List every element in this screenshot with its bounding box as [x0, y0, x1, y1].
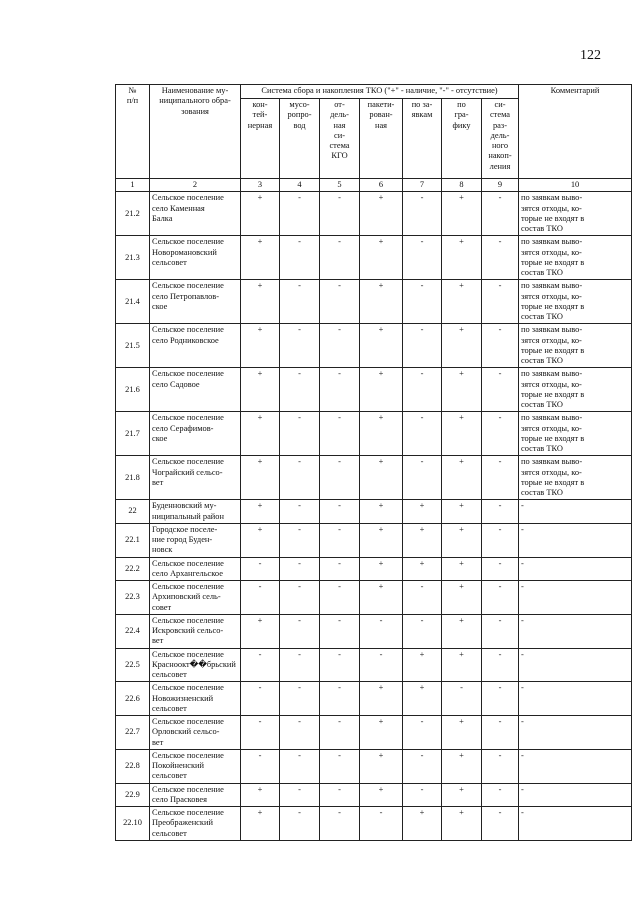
system-flag-cell: + [241, 783, 280, 807]
system-flag-cell: - [482, 783, 519, 807]
system-flag-cell: - [482, 368, 519, 412]
column-number: 1 [116, 179, 150, 192]
table-row [116, 523, 632, 557]
system-flag-cell: - [403, 192, 442, 236]
system-flag-cell: + [442, 614, 482, 648]
table-row [116, 716, 632, 750]
system-flag-cell: - [403, 614, 442, 648]
system-flag-cell: + [403, 682, 442, 716]
system-flag-cell: - [403, 280, 442, 324]
municipality-name: Сельское поселение село Садовое [150, 368, 241, 412]
row-index: 21.3 [116, 236, 150, 280]
column-number: 9 [482, 179, 519, 192]
header-garbage-chute: мусо- ропро- вод [280, 99, 320, 179]
system-flag-cell: - [482, 456, 519, 500]
table-row [116, 192, 632, 236]
system-flag-cell: + [360, 783, 403, 807]
system-flag-cell: - [280, 682, 320, 716]
system-flag-cell: - [320, 368, 360, 412]
system-flag-cell: - [280, 456, 320, 500]
table-row [116, 456, 632, 500]
system-flag-cell: + [442, 523, 482, 557]
table-row [116, 807, 632, 841]
column-number: 2 [150, 179, 241, 192]
system-flag-cell: - [482, 614, 519, 648]
table-row [116, 648, 632, 682]
header-comment: Комментарий [519, 85, 632, 179]
system-flag-cell: - [482, 581, 519, 615]
system-flag-cell: - [482, 716, 519, 750]
system-flag-cell: - [280, 749, 320, 783]
row-index: 22.7 [116, 716, 150, 750]
municipality-name: Сельское поселение село Серафимов- ское [150, 412, 241, 456]
system-flag-cell: - [403, 581, 442, 615]
system-flag-cell: - [320, 682, 360, 716]
row-index: 22.2 [116, 557, 150, 581]
municipality-name: Сельское поселение Архиповский сель- совет [150, 581, 241, 615]
system-flag-cell: + [442, 783, 482, 807]
system-flag-cell: + [442, 557, 482, 581]
municipality-name: Сельское поселение Искровский сельсо- вет [150, 614, 241, 648]
system-flag-cell: + [241, 412, 280, 456]
system-flag-cell: + [241, 324, 280, 368]
system-flag-cell: - [280, 324, 320, 368]
system-flag-cell: - [320, 648, 360, 682]
row-index: 22.3 [116, 581, 150, 615]
row-index: 22.8 [116, 749, 150, 783]
system-flag-cell: + [241, 280, 280, 324]
system-flag-cell: + [442, 500, 482, 524]
comment-cell: - [519, 500, 632, 524]
municipality-name: Сельское поселение Покойненский сельсовет [150, 749, 241, 783]
system-flag-cell: + [360, 412, 403, 456]
system-flag-cell: - [280, 500, 320, 524]
system-flag-cell: - [482, 749, 519, 783]
system-flag-cell: + [442, 648, 482, 682]
row-index: 22 [116, 500, 150, 524]
system-flag-cell: + [241, 500, 280, 524]
system-flag-cell: - [403, 456, 442, 500]
system-flag-cell: - [482, 557, 519, 581]
system-flag-cell: - [482, 682, 519, 716]
municipality-name: Сельское поселение село Петропавлов- ское [150, 280, 241, 324]
row-index: 21.6 [116, 368, 150, 412]
comment-cell: по заявкам выво- зятся отходы, ко- торые не входят в состав ТКО [519, 236, 632, 280]
waste-collection-table [115, 84, 632, 841]
table-row [116, 368, 632, 412]
header-number: № п/п [116, 85, 150, 179]
system-flag-cell: - [403, 783, 442, 807]
system-flag-cell: + [360, 192, 403, 236]
table-row [116, 614, 632, 648]
system-flag-cell: - [280, 807, 320, 841]
system-flag-cell: - [320, 456, 360, 500]
row-index: 21.5 [116, 324, 150, 368]
system-flag-cell: - [320, 783, 360, 807]
header-municipality-name: Наименование му- ниципального обра- зования [150, 85, 241, 179]
system-flag-cell: + [241, 368, 280, 412]
system-flag-cell: - [320, 614, 360, 648]
municipality-name: Сельское поселение Красноокт��брьский сельсовет [150, 648, 241, 682]
system-flag-cell: - [403, 324, 442, 368]
row-index: 22.10 [116, 807, 150, 841]
row-index: 22.9 [116, 783, 150, 807]
system-flag-cell: + [360, 500, 403, 524]
column-number: 5 [320, 179, 360, 192]
system-flag-cell: + [241, 807, 280, 841]
row-index: 22.1 [116, 523, 150, 557]
system-flag-cell: + [241, 456, 280, 500]
system-flag-cell: - [280, 557, 320, 581]
system-flag-cell: - [360, 648, 403, 682]
system-flag-cell: - [482, 412, 519, 456]
system-flag-cell: - [280, 368, 320, 412]
row-index: 21.8 [116, 456, 150, 500]
system-flag-cell: + [360, 368, 403, 412]
system-flag-cell: - [320, 324, 360, 368]
system-flag-cell: - [280, 236, 320, 280]
system-flag-cell: - [280, 192, 320, 236]
system-flag-cell: - [280, 648, 320, 682]
municipality-name: Городское поселе- ние город Буден- новск [150, 523, 241, 557]
system-flag-cell: - [320, 236, 360, 280]
municipality-name: Сельское поселение Чограйский сельсо- вет [150, 456, 241, 500]
table-row [116, 581, 632, 615]
system-flag-cell: - [320, 280, 360, 324]
comment-cell: по заявкам выво- зятся отходы, ко- торые не входят в состав ТКО [519, 368, 632, 412]
system-flag-cell: - [280, 581, 320, 615]
municipality-name: Сельское поселение Орловский сельсо- вет [150, 716, 241, 750]
system-flag-cell: - [482, 523, 519, 557]
system-flag-cell: - [403, 368, 442, 412]
comment-cell: - [519, 716, 632, 750]
system-flag-cell: + [360, 280, 403, 324]
system-flag-cell: - [320, 807, 360, 841]
system-flag-cell: + [403, 523, 442, 557]
municipality-name: Сельское поселение Преображенский сельсовет [150, 807, 241, 841]
municipality-name: Сельское поселение село Архангельское [150, 557, 241, 581]
column-number: 4 [280, 179, 320, 192]
column-number: 6 [360, 179, 403, 192]
system-flag-cell: + [241, 523, 280, 557]
table-row [116, 280, 632, 324]
system-flag-cell: - [280, 412, 320, 456]
comment-cell: - [519, 614, 632, 648]
system-flag-cell: - [403, 412, 442, 456]
system-flag-cell: - [360, 614, 403, 648]
system-flag-cell: + [442, 581, 482, 615]
system-flag-cell: - [280, 523, 320, 557]
row-index: 22.5 [116, 648, 150, 682]
system-flag-cell: - [403, 236, 442, 280]
comment-cell: по заявкам выво- зятся отходы, ко- торые не входят в состав ТКО [519, 324, 632, 368]
municipality-name: Сельское поселение Новоромановский сельсовет [150, 236, 241, 280]
system-flag-cell: + [442, 716, 482, 750]
comment-cell: - [519, 783, 632, 807]
header-bagged: пакети- рован- ная [360, 99, 403, 179]
system-flag-cell: - [280, 280, 320, 324]
system-flag-cell: + [360, 324, 403, 368]
municipality-name: Сельское поселение село Прасковея [150, 783, 241, 807]
system-flag-cell: + [360, 557, 403, 581]
comment-cell: по заявкам выво- зятся отходы, ко- торые не входят в состав ТКО [519, 280, 632, 324]
system-flag-cell: + [360, 236, 403, 280]
table-row [116, 749, 632, 783]
municipality-name: Сельское поселение село Родниковское [150, 324, 241, 368]
column-number: 3 [241, 179, 280, 192]
table-row [116, 500, 632, 524]
system-flag-cell: + [442, 192, 482, 236]
system-flag-cell: - [241, 749, 280, 783]
system-flag-cell: - [482, 192, 519, 236]
system-flag-cell: - [403, 749, 442, 783]
header-kgo-system: от- дель- ная си- стема КГО [320, 99, 360, 179]
system-flag-cell: + [442, 368, 482, 412]
table-row [116, 412, 632, 456]
system-flag-cell: - [482, 280, 519, 324]
system-flag-cell: - [320, 581, 360, 615]
header-collection-system: Система сбора и накопления ТКО ("+" - наличие, "-" - отсутствие) [241, 85, 519, 99]
system-flag-cell: - [241, 557, 280, 581]
column-number: 10 [519, 179, 632, 192]
system-flag-cell: - [482, 500, 519, 524]
table-row [116, 557, 632, 581]
system-flag-cell: - [482, 807, 519, 841]
system-flag-cell: + [360, 716, 403, 750]
system-flag-cell: + [360, 581, 403, 615]
system-flag-cell: - [241, 682, 280, 716]
system-flag-cell: + [403, 500, 442, 524]
system-flag-cell: - [482, 324, 519, 368]
table-row [116, 682, 632, 716]
system-flag-cell: + [442, 456, 482, 500]
system-flag-cell: + [442, 236, 482, 280]
table-row [116, 236, 632, 280]
system-flag-cell: + [403, 557, 442, 581]
system-flag-cell: - [241, 581, 280, 615]
system-flag-cell: + [360, 523, 403, 557]
system-flag-cell: - [320, 523, 360, 557]
municipality-name: Буденновский му- ниципальный район [150, 500, 241, 524]
comment-cell: - [519, 682, 632, 716]
system-flag-cell: + [442, 749, 482, 783]
system-flag-cell: - [482, 648, 519, 682]
page-number: 122 [580, 48, 601, 63]
comment-cell: - [519, 807, 632, 841]
system-flag-cell: + [442, 324, 482, 368]
row-index: 21.4 [116, 280, 150, 324]
comment-cell: по заявкам выво- зятся отходы, ко- торые не входят в состав ТКО [519, 456, 632, 500]
comment-cell: по заявкам выво- зятся отходы, ко- торые не входят в состав ТКО [519, 412, 632, 456]
row-index: 22.4 [116, 614, 150, 648]
municipality-name: Сельское поселение село Каменная Балка [150, 192, 241, 236]
comment-cell: по заявкам выво- зятся отходы, ко- торые не входят в состав ТКО [519, 192, 632, 236]
municipality-name: Сельское поселение Новожизненский сельсовет [150, 682, 241, 716]
comment-cell: - [519, 523, 632, 557]
comment-cell: - [519, 557, 632, 581]
header-container: кон- тей- нерная [241, 99, 280, 179]
header-on-request: по за- явкам [403, 99, 442, 179]
system-flag-cell: - [280, 614, 320, 648]
table-row [116, 783, 632, 807]
system-flag-cell: - [280, 716, 320, 750]
system-flag-cell: + [442, 807, 482, 841]
system-flag-cell: - [442, 682, 482, 716]
system-flag-cell: - [320, 500, 360, 524]
system-flag-cell: - [320, 412, 360, 456]
header-separate-accumulation: си- стема раз- дель- ного накоп- ления [482, 99, 519, 179]
header-on-schedule: по гра- фику [442, 99, 482, 179]
system-flag-cell: - [403, 716, 442, 750]
system-flag-cell: + [360, 456, 403, 500]
system-flag-cell: - [320, 716, 360, 750]
system-flag-cell: - [482, 236, 519, 280]
system-flag-cell: - [241, 716, 280, 750]
comment-cell: - [519, 581, 632, 615]
system-flag-cell: - [320, 749, 360, 783]
system-flag-cell: + [241, 192, 280, 236]
system-flag-cell: + [241, 236, 280, 280]
system-flag-cell: + [442, 412, 482, 456]
system-flag-cell: + [360, 749, 403, 783]
system-flag-cell: - [320, 557, 360, 581]
system-flag-cell: + [403, 648, 442, 682]
row-index: 22.6 [116, 682, 150, 716]
system-flag-cell: + [403, 807, 442, 841]
comment-cell: - [519, 749, 632, 783]
system-flag-cell: - [360, 807, 403, 841]
system-flag-cell: + [360, 682, 403, 716]
column-number: 8 [442, 179, 482, 192]
row-index: 21.7 [116, 412, 150, 456]
system-flag-cell: - [280, 783, 320, 807]
system-flag-cell: - [241, 648, 280, 682]
comment-cell: - [519, 648, 632, 682]
system-flag-cell: + [442, 280, 482, 324]
column-number: 7 [403, 179, 442, 192]
system-flag-cell: - [320, 192, 360, 236]
table-row [116, 324, 632, 368]
row-index: 21.2 [116, 192, 150, 236]
system-flag-cell: + [241, 614, 280, 648]
